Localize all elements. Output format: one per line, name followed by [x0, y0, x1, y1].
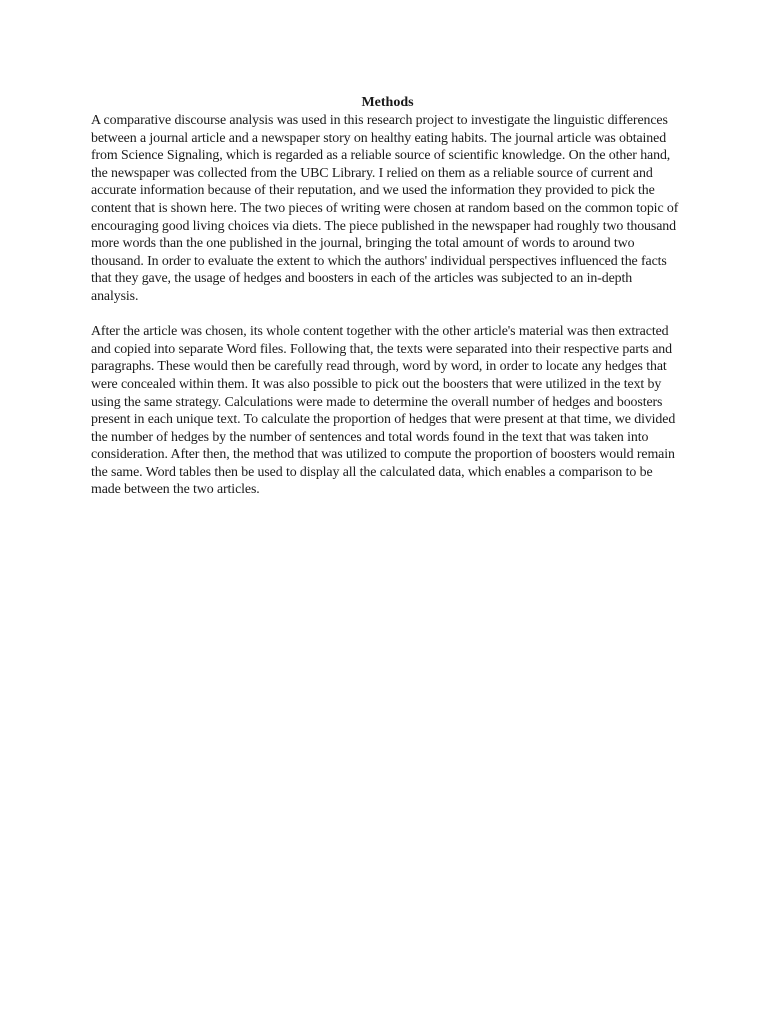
paragraph-2: After the article was chosen, its whole content together with the other article's material was then extracted and copied into separate Word files. Following that, the texts were separated into their respective parts and paragraphs. These would then be carefully read through, word by word, in order to locate any hedges that were concealed within them. It was also possible to pick out the boosters that were utilized in the text by using the same strategy. Calculations were made to determine the overall number of hedges and boosters present in each unique text. To calculate the proportion of hedges that were present at that time, we divided the number of hedges by the number of sentences and total words found in the text that was taken into consideration. After then, the method that was utilized to compute the proportion of boosters would remain the same. Word tables then be used to display all the calculated data, which enables a comparison to be made between the two articles. [91, 324, 676, 498]
section-title: Methods [361, 95, 414, 110]
paragraph-1: A comparative discourse analysis was used in this research project to investigate the linguistic differences between a journal article and a newspaper story on healthy eating habits. The journal article was obtained from Science Signaling, which is regarded as a reliable source of scientific knowledge. On the other hand, the newspaper was collected from the UBC Library. I relied on them as a reliable source of current and accurate information because of their reputation, and we used the information they provided to pick the content that is shown here. The two pieces of writing were chosen at random based on the common topic of encouraging good living choices via diets. The piece published in the newspaper had roughly two thousand more words than the one published in the journal, bringing the total amount of words to around two thousand. In order to evaluate the extent to which the authors' individual perspectives influenced the facts that they gave, the usage of hedges and boosters in each of the articles was subjected to an in-depth analysis. [91, 113, 679, 304]
